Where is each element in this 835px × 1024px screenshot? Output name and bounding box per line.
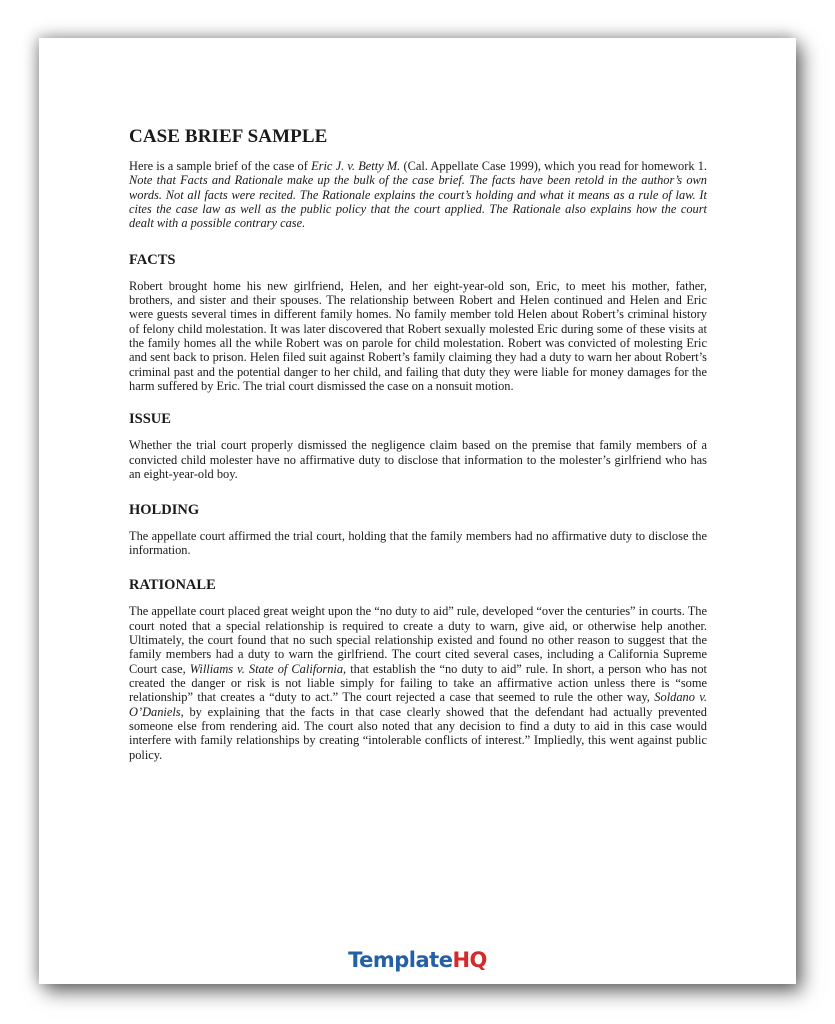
rationale-text-3: by explaining that the facts in that case clearly showed that the defendant had actually prevented someone else from rendering aid. The court also noted that any decision to find a duty to aid in this case would interfere with family relationships by creating “intolerable conflicts of interest.” Impliedly, this went against public policy. [129, 704, 707, 762]
logo-template-text: Template [348, 948, 453, 972]
intro-text-2: (Cal. Appellate Case 1999), which you read for homework 1. [400, 159, 707, 173]
rationale-text-1: The appellate court placed great weight upon the “no duty to aid” rule, developed “over the centuries” in courts. The court noted that a special relationship is required to create a duty to warn, give aid, or otherwise help another. Ultimately, the court found that no such special relationship existed and found no other reason to suggest that the family members had a duty to warn the girlfriend. The court cited several cases, including a California Supreme Court case, [129, 604, 707, 676]
rationale-case-williams: Williams v. State of California, [189, 661, 347, 676]
section-facts [129, 252, 707, 394]
section-rationale [129, 577, 707, 762]
templatehq-logo [39, 948, 796, 972]
section-holding [129, 502, 707, 558]
holding-body: The appellate court affirmed the trial court, holding that the family members had no affirmative duty to disclose the information. [129, 528, 707, 557]
document-content [129, 126, 707, 762]
document-page [39, 38, 796, 984]
rationale-case-soldano: Soldano v. O’Daniels, [129, 690, 708, 719]
intro-note: Note that Facts and Rationale make up the bulk of the case brief. The facts have been retold in the author’s own words. Not all facts were recited. The Rationale explains the court’s holding and what it means as a rule of law. It cites the case law as well as the public policy that the court applied. The Rationale also explains how the court dealt with a possible contrary case. [129, 173, 707, 231]
intro-case-name: Eric J. v. Betty M. [311, 159, 401, 173]
rationale-heading: RATIONALE [129, 577, 216, 594]
issue-heading: ISSUE [129, 411, 171, 428]
rationale-body [129, 604, 707, 762]
facts-heading: FACTS [129, 251, 176, 268]
holding-heading: HOLDING [129, 501, 200, 518]
intro-paragraph [129, 159, 707, 231]
section-issue [129, 411, 707, 481]
facts-body: Robert brought home his new girlfriend, Helen, and her eight-year-old son, Eric, to meet his mother, father, brothers, and sister and their spouses. The relationship between Robert and Helen continued and Helen and Eric were guests several times in different family homes. No family member told Helen about Robert’s criminal history of felony child molestation. It was later discovered that Robert sexually molested Eric during some of these visits at the family homes all the while Robert was on parole for child molestation. Robert was convicted of molesting Eric and sent back to prison. Helen filed suit against Robert’s family claiming they had a duty to warn her about Robert’s criminal past and the potential danger to her child, and failing that duty they were liable for money damages for the harm suffered by Eric. The trial court dismissed the case on a nonsuit motion. [129, 278, 707, 394]
rationale-text-2: that establish the “no duty to aid” rule. In short, a person who has not created the danger or risk is not liable simply for failing to take an affirmative action unless there is “some relationship” that creates a “duty to act.” The court rejected a case that seemed to rule the other way, [129, 661, 707, 705]
logo-hq-text: HQ [452, 948, 487, 972]
intro-text-1: Here is a sample brief of the case of [129, 159, 312, 173]
issue-body: Whether the trial court properly dismissed the negligence claim based on the premise that family members of a convicted child molester have no affirmative duty to disclose that information to the molester’s girlfriend who has an eight-year-old boy. [129, 438, 707, 482]
document-title: CASE BRIEF SAMPLE [129, 126, 328, 147]
